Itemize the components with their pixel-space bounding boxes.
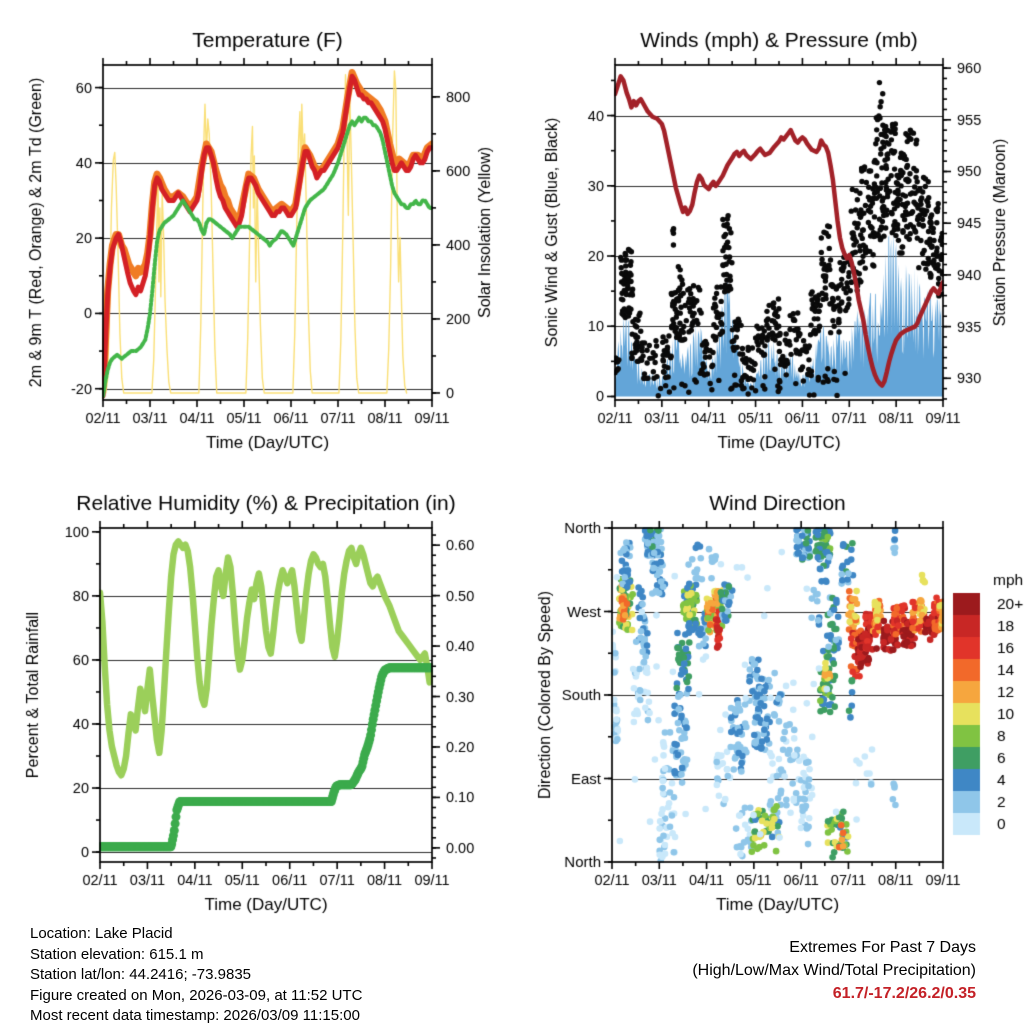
wind-direction-chart	[512, 460, 1024, 924]
humidity-precipitation-chart	[0, 460, 512, 924]
station-location: Location: Lake Placid	[30, 925, 173, 942]
most-recent-data-timestamp: Most recent data timestamp: 2026/03/09 11:15:00	[30, 1007, 360, 1024]
station-info	[30, 924, 362, 1024]
winds-pressure-chart	[512, 0, 1024, 464]
station-elevation: Station elevation: 615.1 m	[30, 945, 204, 963]
extremes-subtitle: (High/Low/Max Wind/Total Precipitation)	[692, 962, 976, 979]
temperature-chart	[0, 0, 512, 464]
station-latlon: Station lat/lon: 44.2416; -73.9835	[30, 966, 252, 983]
extremes-values: 61.7/-17.2/26.2/0.35	[832, 985, 976, 1002]
figure-created-timestamp: Figure created on Mon, 2026-03-09, at 11:52 UTC	[30, 986, 363, 1004]
extremes-title: Extremes For Past 7 Days	[789, 939, 976, 956]
extremes-block	[692, 936, 976, 1005]
